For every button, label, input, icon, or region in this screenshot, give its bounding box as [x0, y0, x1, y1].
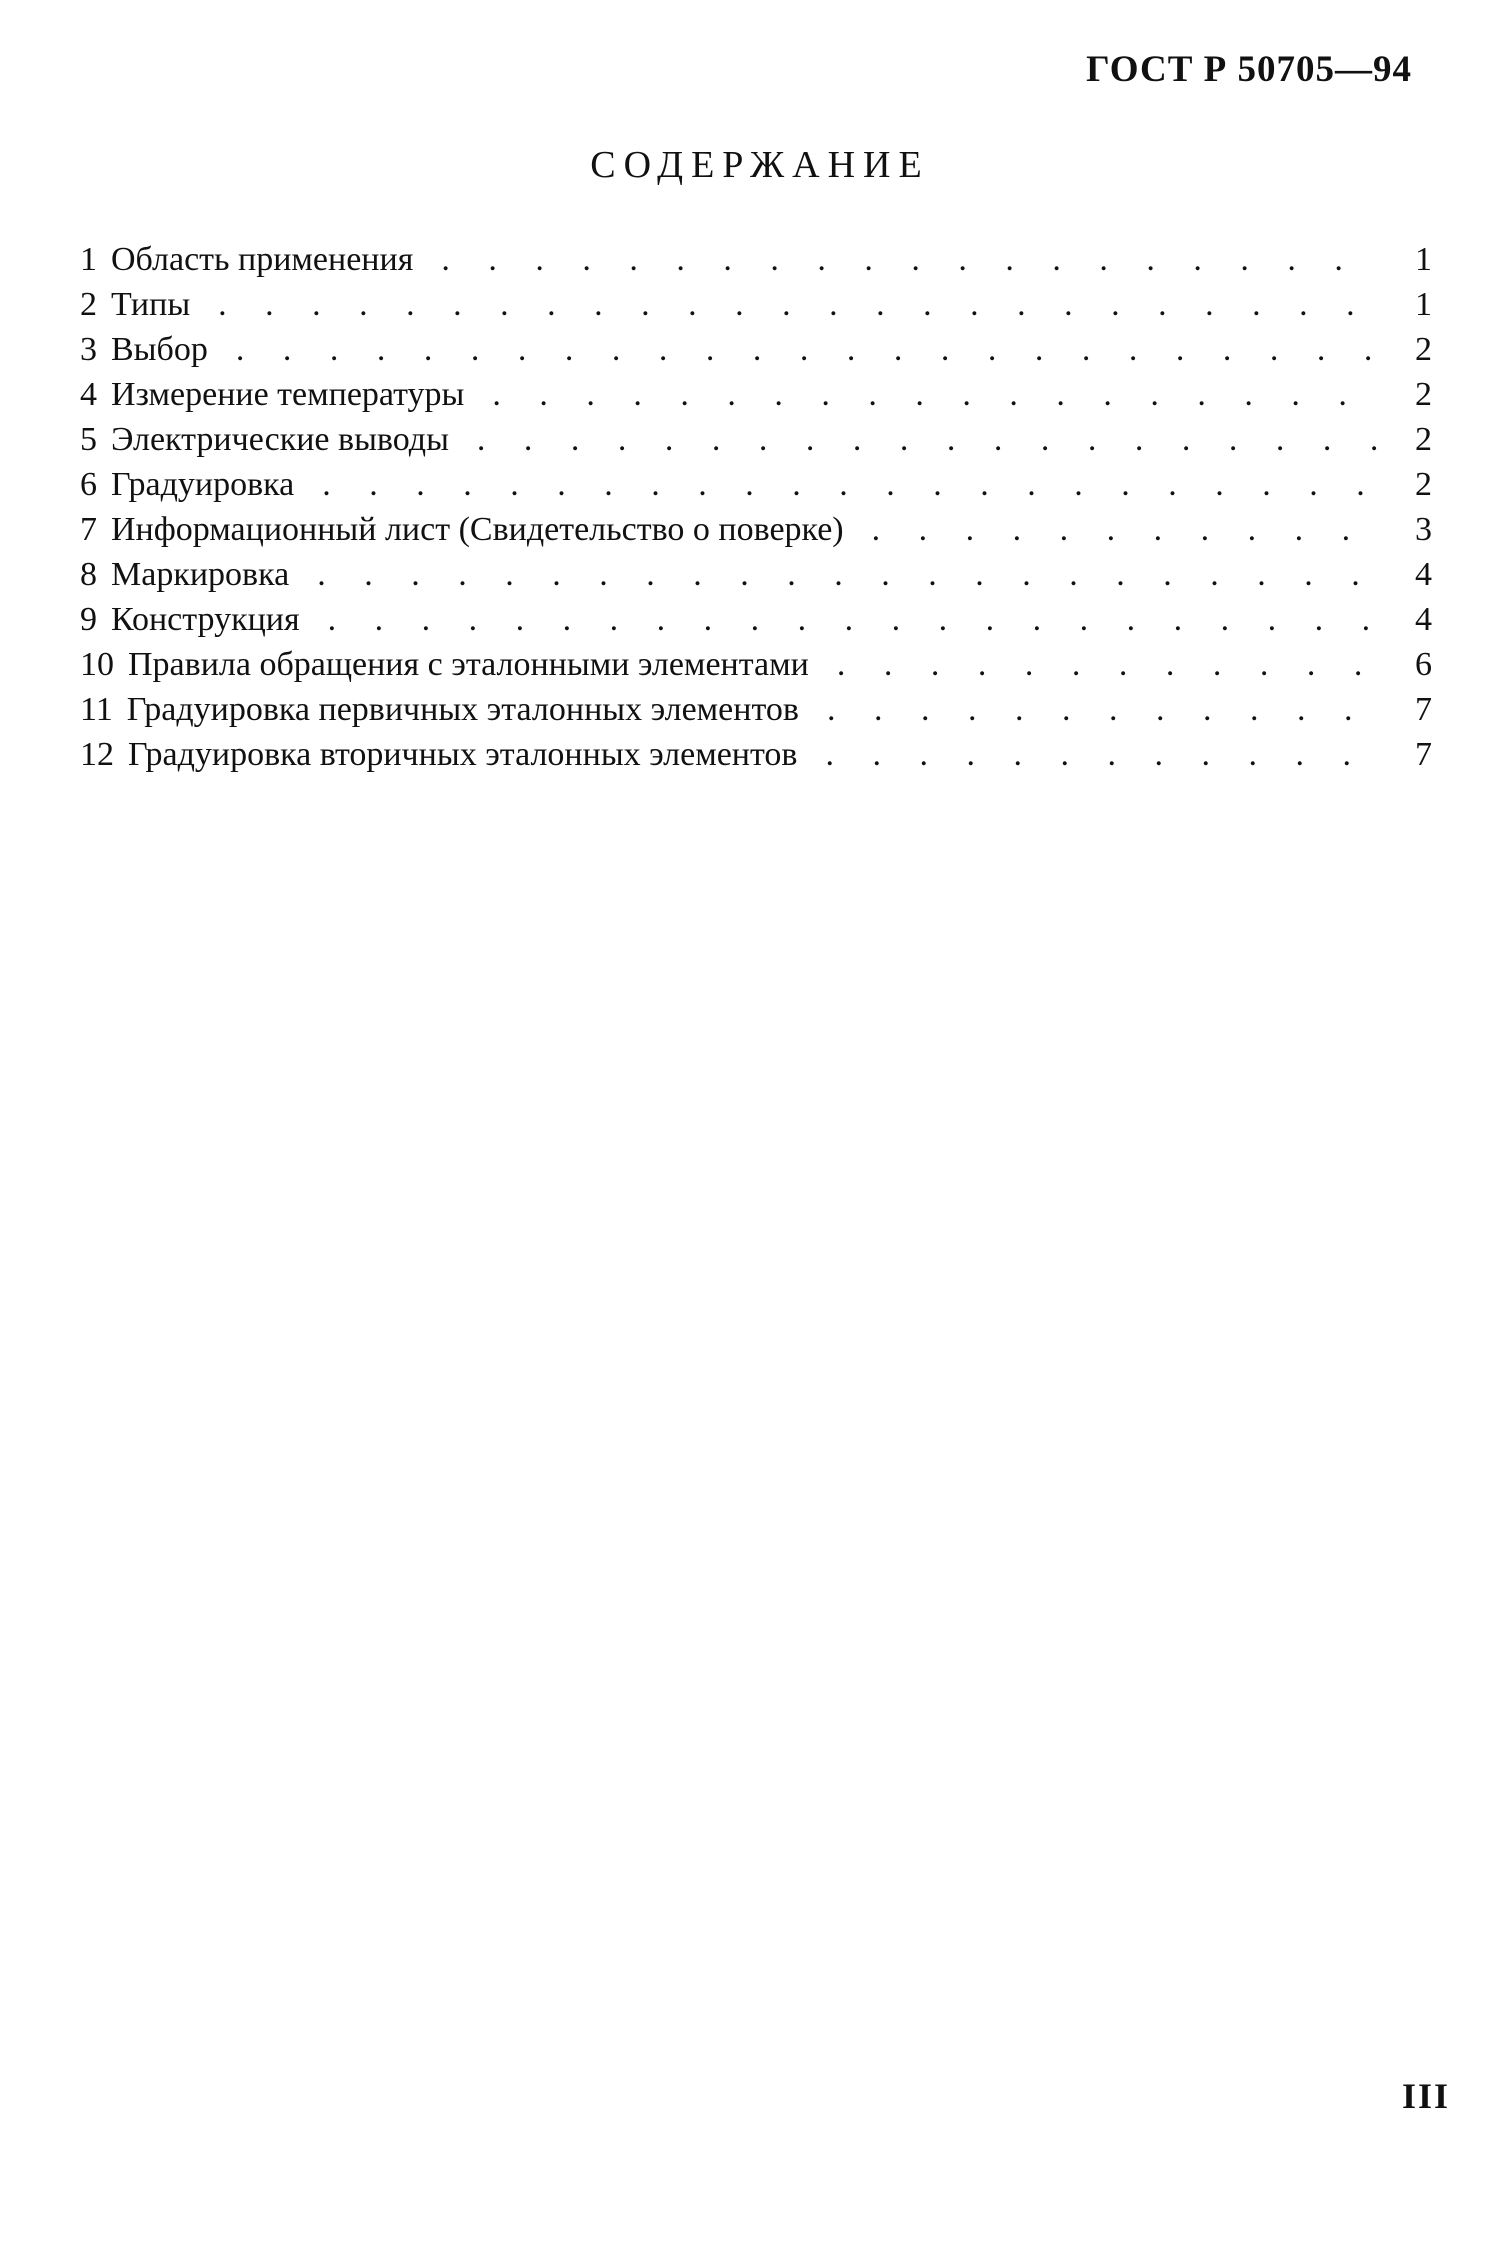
- toc-dot-leader: [825, 732, 1380, 777]
- toc-entry-number: 8: [80, 556, 97, 593]
- toc-entry: [80, 687, 1432, 732]
- toc-entry-number: 12: [80, 736, 114, 773]
- toc-entry-page: 7: [1415, 736, 1432, 773]
- document-code: ГОСТ Р 50705—94: [1086, 49, 1412, 90]
- toc-entry-title: Выбор: [111, 331, 208, 368]
- toc-entry-page: 3: [1415, 511, 1432, 548]
- toc-entry-page: 2: [1415, 331, 1432, 368]
- toc-entry: [80, 282, 1432, 327]
- toc-entry: [80, 597, 1432, 642]
- toc-dot-leader: [317, 552, 1380, 597]
- toc-entry: [80, 417, 1432, 462]
- toc-entry-title: Маркировка: [111, 556, 290, 593]
- toc-entry-title: Градуировка первичных эталонных элементов: [126, 691, 799, 728]
- toc-entry-title: Электрические выводы: [111, 421, 449, 458]
- toc-entry-page: 7: [1415, 691, 1432, 728]
- table-of-contents: [80, 237, 1432, 777]
- toc-entry-number: 3: [80, 331, 97, 368]
- toc-dot-leader: [218, 282, 1380, 327]
- toc-entry-page: 6: [1415, 646, 1432, 683]
- toc-title: СОДЕРЖАНИЕ: [590, 144, 930, 186]
- toc-entry-page: 4: [1415, 556, 1432, 593]
- toc-entry-number: 7: [80, 511, 97, 548]
- toc-entry: [80, 327, 1432, 372]
- toc-entry-page: 2: [1415, 421, 1432, 458]
- toc-dot-leader: [236, 327, 1380, 372]
- toc-entry-title: Градуировка: [111, 466, 295, 503]
- toc-entry: [80, 507, 1432, 552]
- toc-entry-title: Измерение температуры: [111, 376, 465, 413]
- toc-entry-title: Конструкция: [111, 601, 300, 638]
- toc-dot-leader: [328, 597, 1380, 642]
- toc-entry: [80, 372, 1432, 417]
- toc-entry-title: Типы: [111, 286, 191, 323]
- toc-entry-page: 2: [1415, 466, 1432, 503]
- toc-dot-leader: [827, 687, 1380, 732]
- toc-entry-title: Правила обращения с эталонными элементами: [128, 646, 809, 683]
- toc-entry-page: 1: [1415, 286, 1432, 323]
- toc-entry: [80, 552, 1432, 597]
- page-number: III: [1401, 2076, 1450, 2116]
- toc-dot-leader: [322, 462, 1380, 507]
- toc-entry-number: 1: [80, 241, 97, 278]
- toc-entry: [80, 462, 1432, 507]
- toc-entry-number: 6: [80, 466, 97, 503]
- toc-entry: [80, 732, 1432, 777]
- toc-entry-page: 2: [1415, 376, 1432, 413]
- toc-entry-number: 9: [80, 601, 97, 638]
- toc-dot-leader: [837, 642, 1380, 687]
- toc-dot-leader: [477, 417, 1380, 462]
- toc-entry-number: 5: [80, 421, 97, 458]
- toc-entry-number: 11: [80, 691, 113, 728]
- toc-entry-title: Информационный лист (Свидетельство о поверке): [111, 511, 844, 548]
- toc-entry-number: 10: [80, 646, 114, 683]
- toc-dot-leader: [872, 507, 1380, 552]
- toc-entry-page: 4: [1415, 601, 1432, 638]
- toc-entry-page: 1: [1415, 241, 1432, 278]
- toc-entry-title: Градуировка вторичных эталонных элементов: [128, 736, 798, 773]
- toc-dot-leader: [441, 237, 1380, 282]
- toc-entry-number: 2: [80, 286, 97, 323]
- toc-entry: [80, 642, 1432, 687]
- toc-entry-number: 4: [80, 376, 97, 413]
- toc-entry-title: Область применения: [111, 241, 414, 278]
- toc-entry: [80, 237, 1432, 282]
- toc-dot-leader: [492, 372, 1380, 417]
